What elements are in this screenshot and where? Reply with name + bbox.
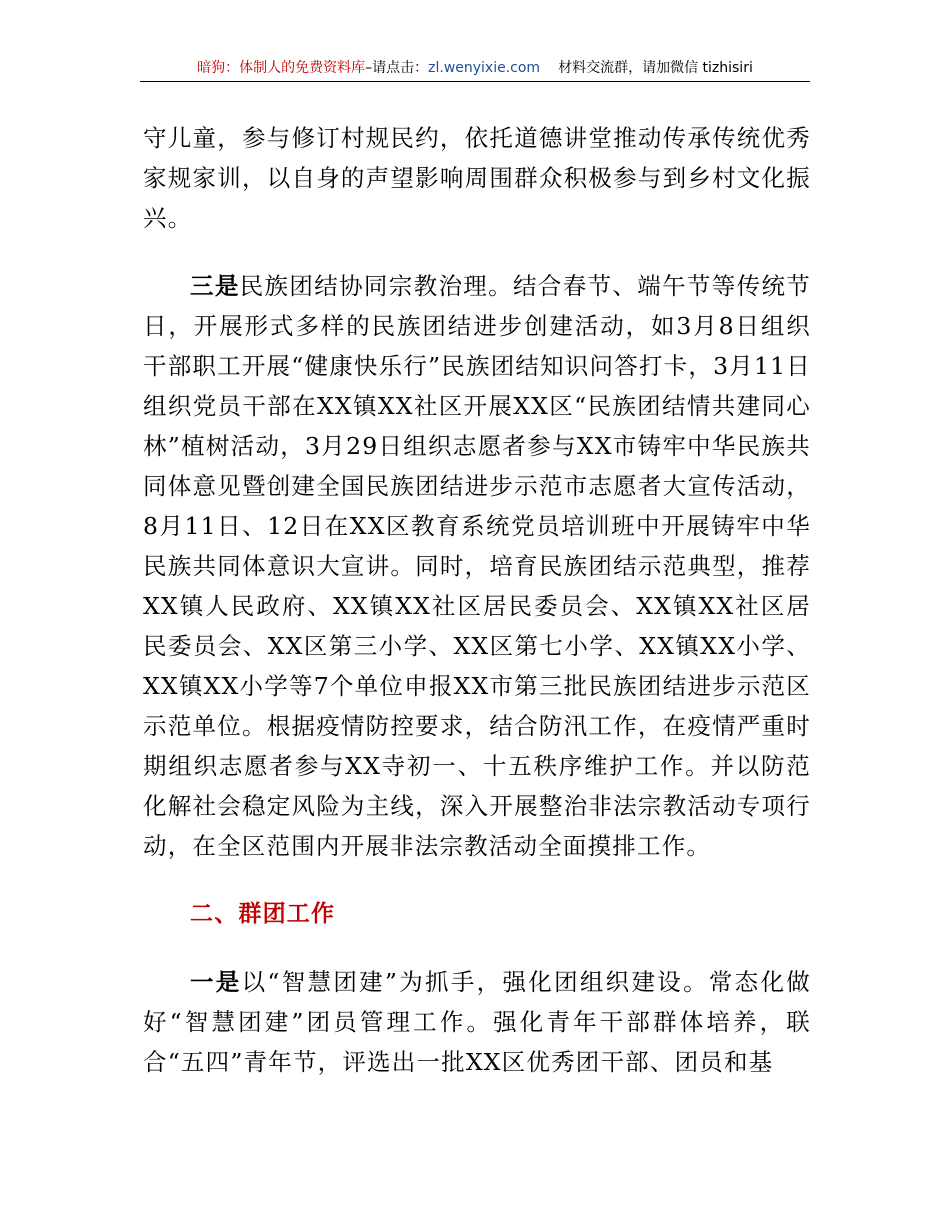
paragraph-continuation: 守儿童，参与修订村规民约，依托道德讲堂推动传承传统优秀家规家训，以自身的声望影响周围群众积极参与到乡村文化振兴。 bbox=[143, 124, 811, 232]
header-divider bbox=[140, 81, 810, 82]
header-url-link[interactable]: zl.wenyixie.com bbox=[428, 60, 541, 76]
paragraph-youth-text: 以“智慧团建”为抓手，强化团组织建设。常态化做好“智慧团建”团员管理工作。强化青年干部群体培养，联合“五四”青年节，评选出一批XX区优秀团干部、团员和基 bbox=[143, 968, 811, 1076]
paragraph-youth-league bbox=[143, 962, 811, 1082]
document-body bbox=[143, 118, 811, 1082]
paragraph-ethnic-unity bbox=[143, 266, 811, 866]
paragraph-ethnic-text: 民族团结协同宗教治理。结合春节、端午节等传统节日，开展形式多样的民族团结进步创建活动，如3月8日组织干部职工开展“健康快乐行”民族团结知识问答打卡，3月11日组织党员干部在XX镇XX社区开展XX区“民族团结情共建同心林”植树活动，3月29日组织志愿者参与XX市铸牢中华民族共同体意见暨创建全国民族团结进步示范市志愿者大宣传活动，8月11日、12日在XX区教育系统党员培训班中开展铸牢中华民族共同体意识大宣讲。同时，培育民族团结示范典型，推荐XX镇人民政府、XX镇XX社区居民委员会、XX镇XX社区居民委员会、XX区第三小学、XX区第七小学、XX镇XX小学、XX镇XX小学等7个单位申报XX市第三批民族团结进步示范区示范单位。根据疫情防控要求，结合防汛工作，在疫情严重时期组织志愿者参与XX寺初一、十五秩序维护工作。并以防范化解社会稳定风险为主线，深入开展整治非法宗教活动专项行动，在全区范围内开展非法宗教活动全面摸排工作。 bbox=[143, 272, 811, 860]
header-contact: 材料交流群，请加微信 tizhisiri bbox=[558, 60, 753, 76]
watermark-header bbox=[140, 57, 810, 81]
section-heading-mass-organizations: 二、群团工作 bbox=[190, 901, 336, 927]
paragraph-ethnic-lead: 三是 bbox=[190, 272, 240, 300]
paragraph-youth-lead: 一是 bbox=[190, 968, 242, 996]
header-click-prefix: –请点击： bbox=[365, 60, 429, 76]
header-brand: 暗狗：体制人的免费资料库 bbox=[197, 60, 366, 76]
